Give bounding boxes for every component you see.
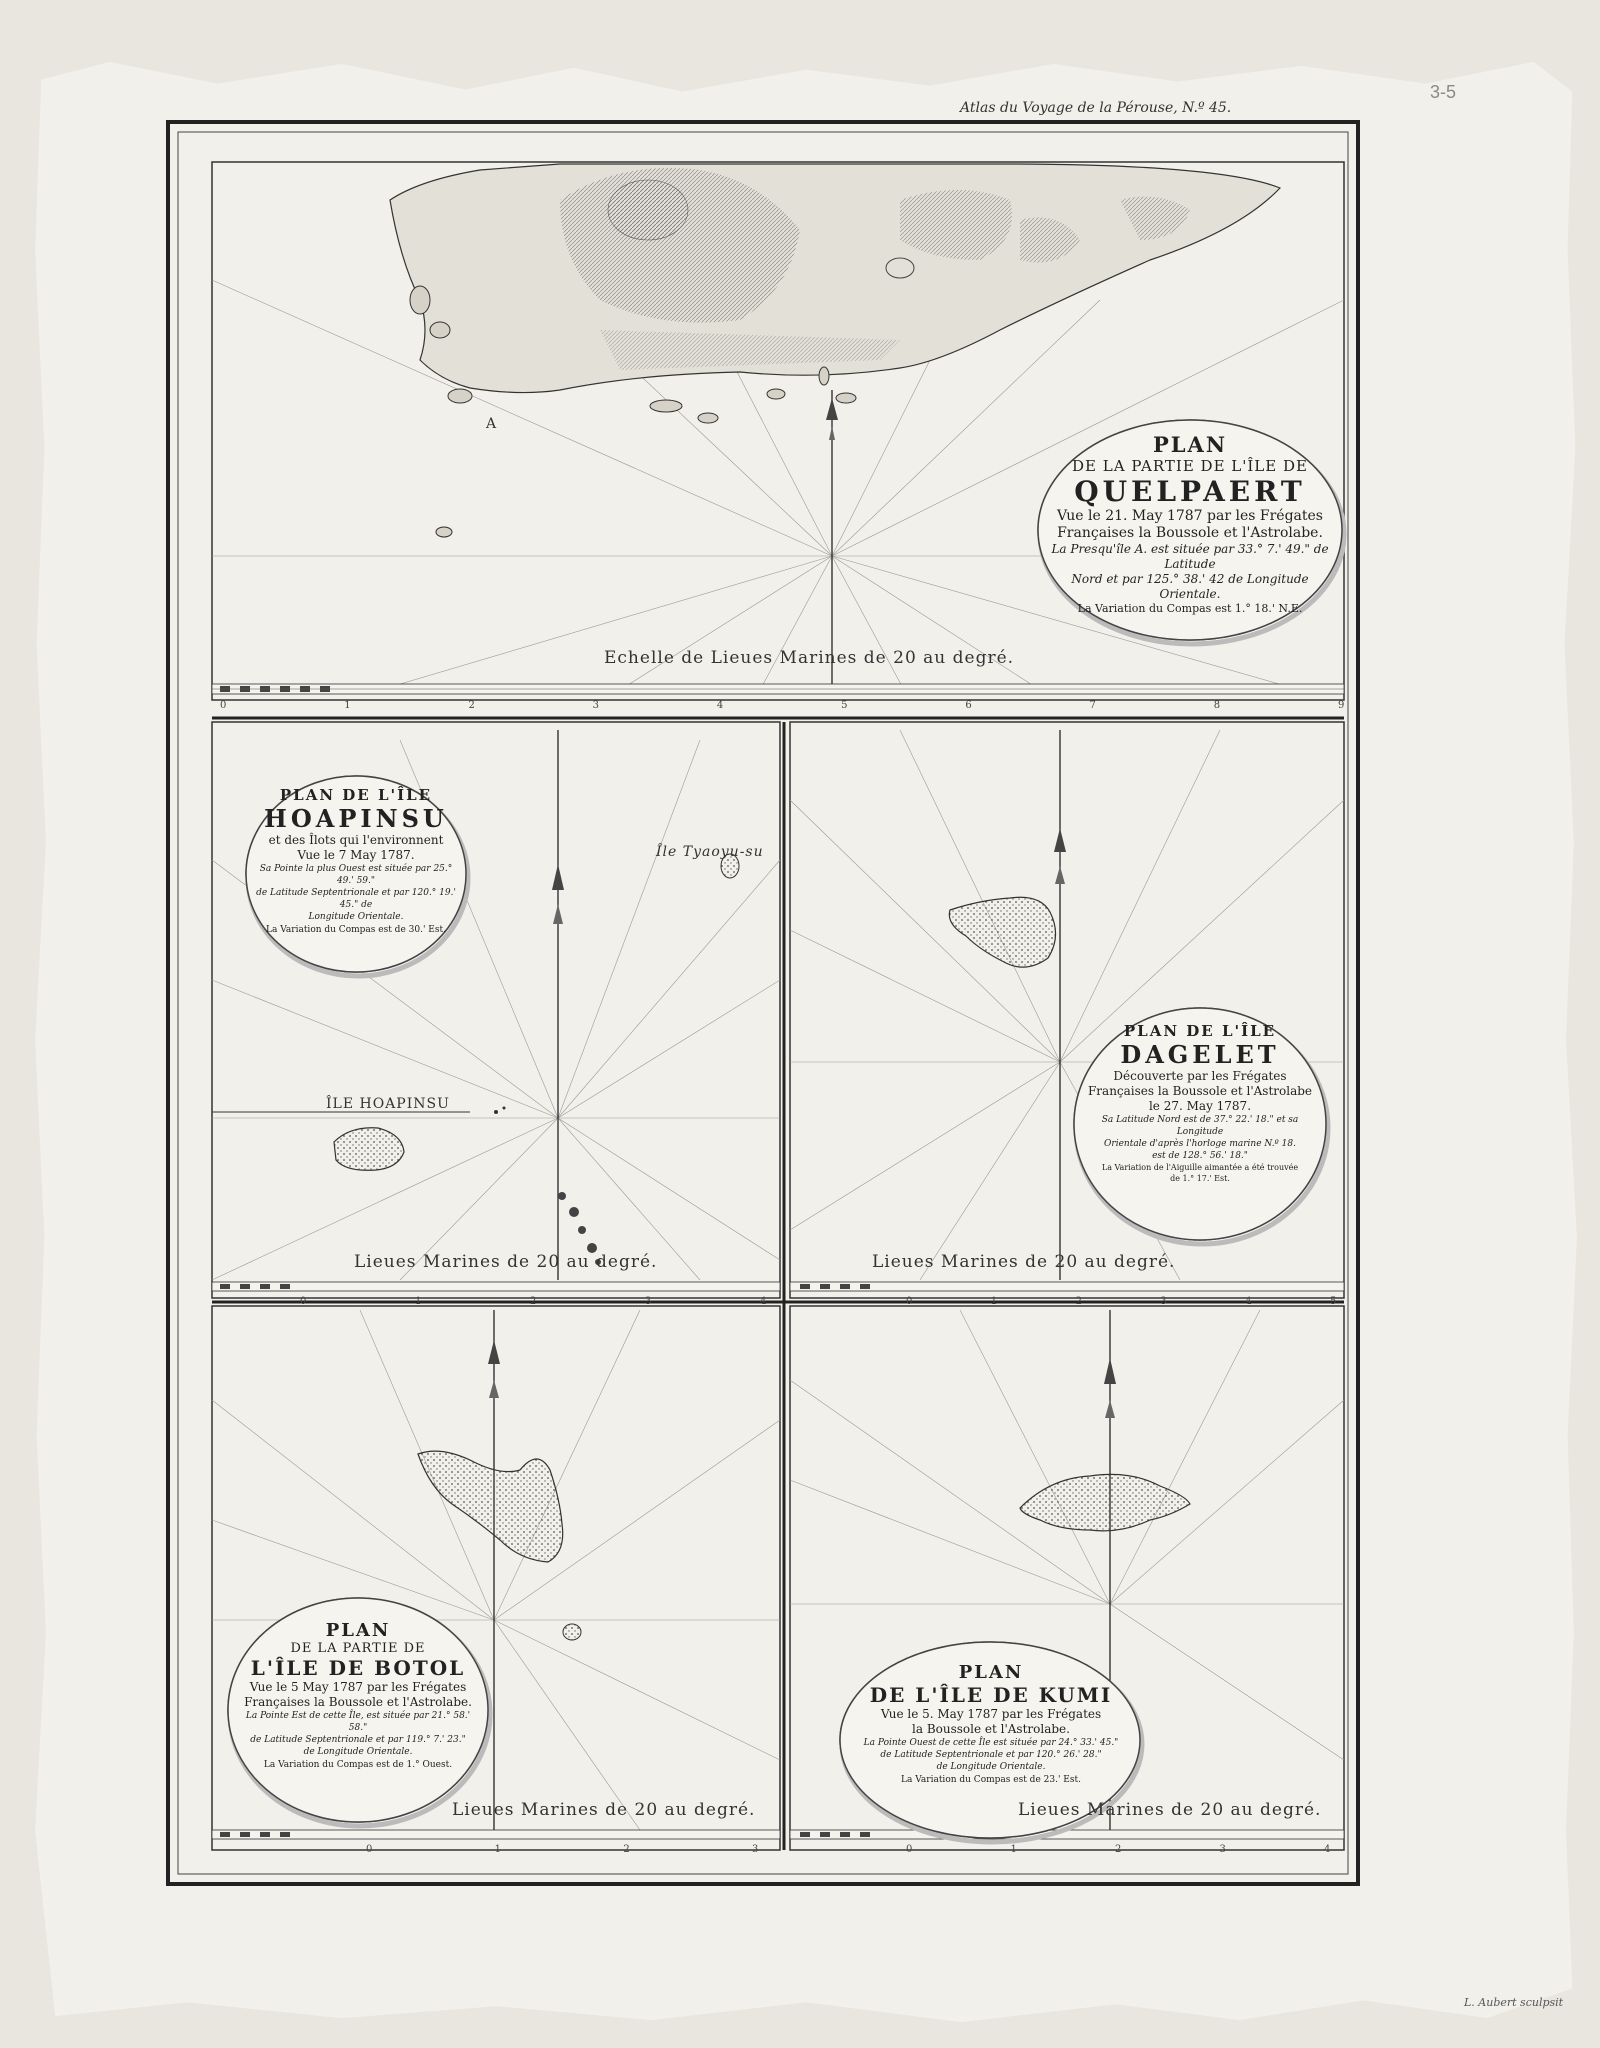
scale-title-quelpaert: Echelle de Lieues Marines de 20 au degré. — [604, 648, 1015, 668]
scale-tick-label: 3 — [752, 1844, 759, 1855]
cartouche-variation: La Variation du Compas est de 30.' Est. — [266, 925, 446, 935]
atlas-reference: Atlas du Voyage de la Pérouse, N.º 45. — [960, 100, 1232, 116]
cartouche-variation: La Variation du Compas est 1.° 18.' N.E. — [1077, 602, 1303, 615]
scale-tick-label: 4 — [760, 1296, 767, 1307]
quelpaert-cartouche-text — [1040, 432, 1340, 616]
cartouche-line: Vue le 7 May 1787. — [297, 848, 415, 862]
dagelet-island — [949, 897, 1055, 967]
cartouche-subtitle: DE LA PARTIE DE L'ÎLE DE — [1072, 457, 1308, 475]
scale-tick-label: 5 — [841, 700, 848, 711]
botol-island — [418, 1451, 581, 1640]
scale-tick-label: 0 — [300, 1296, 307, 1307]
scale-tick-label: 2 — [1115, 1844, 1122, 1855]
cartouche-line: la Boussole et l'Astrolabe. — [912, 1722, 1070, 1736]
cartouche-note: de Latitude Septentrionale et par 120.° 26.' 28." — [880, 1750, 1102, 1760]
cartouche-plan: PLAN DE L'ÎLE — [279, 786, 433, 804]
scale-tick-label: 0 — [366, 1844, 373, 1855]
kumi-island — [1020, 1474, 1190, 1531]
scale-bar-dagelet — [790, 1282, 1344, 1291]
scale-tick-label: 1 — [494, 1844, 502, 1855]
cartouche-note: La Pointe Est de cette Île, est située par 21.° 58.' 58." — [245, 1711, 471, 1733]
label-ile-tyaoyu-su: Île Tyaoyu-su — [656, 844, 764, 860]
cartouche-line: et des Îlots qui l'environnent — [268, 833, 444, 847]
kumi-cartouche-text — [846, 1662, 1136, 1787]
scale-tick-label: 9 — [1338, 700, 1345, 711]
cartouche-note: Orientale d'après l'horloge marine N.º 18. — [1104, 1139, 1296, 1149]
scale-tick-label: 1 — [1010, 1844, 1017, 1855]
scale-bar-quelpaert — [212, 684, 1344, 694]
scale-tick-label: 4 — [1324, 1844, 1331, 1855]
scale-tick-label: 7 — [1089, 700, 1096, 711]
cartouche-island-name: L'ÎLE DE BOTOL — [250, 1656, 466, 1680]
cartouche-note: Nord et par 125.° 38.' 42 de Longitude Orientale. — [1071, 572, 1309, 601]
scale-tick-label: 0 — [906, 1296, 913, 1307]
cartouche-plan: PLAN — [1152, 432, 1228, 457]
cartouche-note: de Latitude Septentrionale et par 119.° 7.' 23." — [250, 1735, 466, 1745]
scale-title-dagelet: Lieues Marines de 20 au degré. — [872, 1252, 1176, 1272]
scale-tick-label: 6 — [965, 700, 972, 711]
cartouche-note: Sa Pointe la plus Ouest est située par 25.° 49.' 59." — [259, 864, 453, 886]
cartouche-variation: La Variation du Compas est de 1.° Ouest. — [263, 1760, 453, 1770]
cartouche-note: Sa Latitude Nord est de 37.° 22.' 18." et sa Longitude — [1101, 1115, 1299, 1137]
point-a-label: A — [486, 416, 498, 432]
scale-bar-hoapinsu — [212, 1282, 780, 1291]
scale-tick-label: 2 — [623, 1844, 630, 1855]
scale-tick-label: 1 — [344, 700, 351, 711]
scale-tick-label: 4 — [1245, 1296, 1252, 1307]
cartouche-note: de Latitude Septentrionale et par 120.° 19.' 45." de — [256, 888, 456, 910]
cartouche-island-name: HOAPINSU — [264, 804, 448, 833]
cartouche-line: Françaises la Boussole et l'Astrolabe — [1087, 1084, 1313, 1098]
scale-tick-label: 3 — [1160, 1296, 1167, 1307]
cartouche-variation: La Variation du Compas est de 23.' Est. — [901, 1775, 1081, 1785]
scale-tick-label: 3 — [645, 1296, 652, 1307]
scale-tick-label: 2 — [468, 700, 475, 711]
scale-tick-label: 3 — [592, 700, 600, 711]
cartouche-note: La Presqu'île A. est située par 33.° 7.' 49." de Latitude — [1051, 542, 1329, 571]
cartouche-line: Françaises la Boussole et l'Astrolabe. — [1057, 525, 1323, 541]
cartouche-plan: PLAN — [325, 1620, 391, 1641]
scale-tick-label: 1 — [415, 1296, 422, 1307]
cartouche-line: Vue le 21. May 1787 par les Frégates — [1057, 508, 1323, 524]
hoapinsu-cartouche-text — [250, 786, 462, 937]
cartouche-line: Découverte par les Frégates — [1113, 1069, 1287, 1083]
cartouche-plan: PLAN — [958, 1662, 1024, 1683]
cartouche-line: le 27. May 1787. — [1148, 1099, 1252, 1113]
scale-title-kumi: Lieues Marines de 20 au degré. — [1018, 1800, 1322, 1820]
engraver-credit: L. Aubert sculpsit — [1464, 1996, 1564, 2009]
cartouche-island-name: DAGELET — [1120, 1040, 1280, 1069]
cartouche-note: est de 128.° 56.' 18." — [1152, 1151, 1248, 1161]
label-ile-hoapinsu: ÎLE HOAPINSU — [326, 1096, 450, 1112]
cartouche-variation: de 1.° 17.' Est. — [1170, 1174, 1230, 1183]
cartouche-plan: PLAN DE L'ÎLE — [1123, 1022, 1277, 1040]
scale-tick-label: 0 — [906, 1844, 913, 1855]
scale-tick-label: 0 — [220, 700, 227, 711]
cartouche-island-name: DE L'ÎLE DE KUMI — [869, 1683, 1113, 1707]
cartouche-line: Vue le 5 May 1787 par les Frégates — [249, 1680, 467, 1694]
scale-bar-botol — [212, 1830, 780, 1839]
scale-tick-label: 2 — [530, 1296, 537, 1307]
botol-cartouche-text — [236, 1620, 480, 1772]
cartouche-line: Françaises la Boussole et l'Astrolabe. — [244, 1695, 472, 1709]
scale-tick-label: 1 — [990, 1296, 998, 1307]
cartouche-variation: La Variation de l'Aiguille aimantée a été trouvée — [1101, 1163, 1299, 1172]
scale-title-botol: Lieues Marines de 20 au degré. — [452, 1800, 756, 1820]
cartouche-line: Vue le 5. May 1787 par les Frégates — [880, 1707, 1102, 1721]
cartouche-note: de Longitude Orientale. — [936, 1762, 1046, 1772]
cartouche-note: La Pointe Ouest de cette Île est située par 24.° 33.' 45." — [863, 1738, 1119, 1748]
dagelet-cartouche-text — [1080, 1022, 1320, 1184]
scale-tick-label: 4 — [716, 700, 724, 711]
cartouche-subtitle: DE LA PARTIE DE — [290, 1641, 426, 1656]
scale-title-hoapinsu: Lieues Marines de 20 au degré. — [354, 1252, 658, 1272]
cartouche-island-name: QUELPAERT — [1074, 475, 1306, 508]
scale-tick-label: 8 — [1213, 700, 1221, 711]
cartouche-note: Longitude Orientale. — [308, 912, 404, 922]
cartouche-note: de Longitude Orientale. — [303, 1747, 413, 1757]
scale-tick-label: 5 — [1330, 1296, 1337, 1307]
scale-tick-label: 2 — [1075, 1296, 1082, 1307]
pencil-note: 3-5 — [1430, 82, 1457, 102]
scale-tick-label: 3 — [1219, 1844, 1226, 1855]
